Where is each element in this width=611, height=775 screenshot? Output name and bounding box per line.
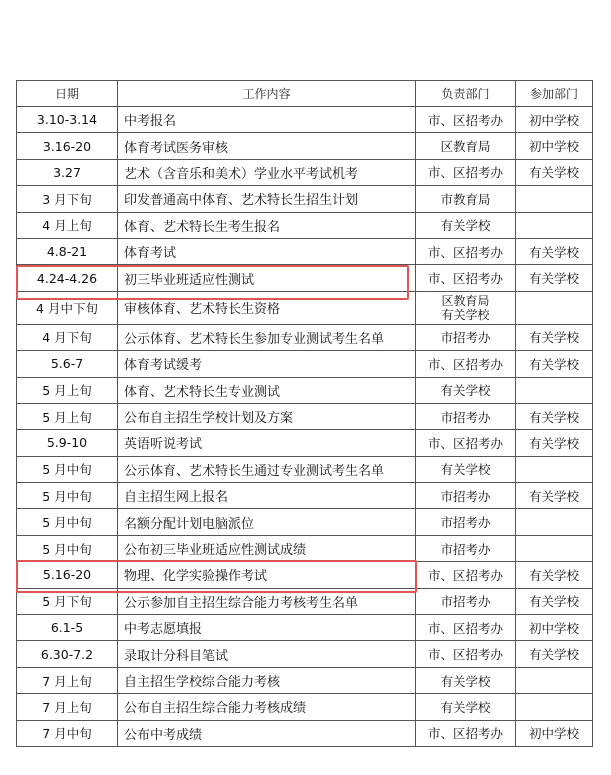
cell-participants: 有关学校	[516, 483, 593, 509]
table-row	[17, 238, 593, 264]
table-row	[17, 324, 593, 350]
cell-participants: 有关学校	[516, 588, 593, 614]
cell-date: 3 月下旬	[17, 186, 118, 212]
cell-content: 英语听说考试	[118, 430, 416, 456]
cell-participants: 初中学校	[516, 720, 593, 746]
cell-participants: 初中学校	[516, 133, 593, 159]
cell-content: 公示参加自主招生综合能力考核考生名单	[118, 588, 416, 614]
cell-participants	[516, 186, 593, 212]
cell-participants	[516, 456, 593, 482]
cell-dept: 市、区招考办	[416, 265, 516, 291]
cell-date: 4 月下旬	[17, 324, 118, 350]
cell-date: 5.16-20	[17, 562, 118, 588]
table-row	[17, 430, 593, 456]
cell-participants: 有关学校	[516, 403, 593, 429]
schedule-table	[16, 80, 593, 747]
cell-date: 6.30-7.2	[17, 641, 118, 667]
cell-dept: 市招考办	[416, 535, 516, 561]
cell-dept: 市招考办	[416, 403, 516, 429]
cell-content: 体育考试	[118, 238, 416, 264]
cell-content: 公布自主招生学校计划及方案	[118, 403, 416, 429]
cell-content: 名额分配计划电脑派位	[118, 509, 416, 535]
cell-date: 5 月中旬	[17, 456, 118, 482]
cell-dept	[416, 291, 516, 324]
table-row	[17, 212, 593, 238]
cell-dept: 市、区招考办	[416, 562, 516, 588]
cell-content: 体育、艺术特长生考生报名	[118, 212, 416, 238]
cell-dept: 有关学校	[416, 212, 516, 238]
cell-date: 3.16-20	[17, 133, 118, 159]
cell-content: 录取计分科目笔试	[118, 641, 416, 667]
cell-content: 自主招生网上报名	[118, 483, 416, 509]
cell-participants: 有关学校	[516, 562, 593, 588]
cell-participants: 初中学校	[516, 615, 593, 641]
cell-date: 5 月中旬	[17, 535, 118, 561]
cell-date: 5.9-10	[17, 430, 118, 456]
cell-date: 4 月上旬	[17, 212, 118, 238]
cell-participants	[516, 212, 593, 238]
table-row	[17, 641, 593, 667]
cell-content: 公示体育、艺术特长生通过专业测试考生名单	[118, 456, 416, 482]
table-row	[17, 159, 593, 185]
cell-participants: 有关学校	[516, 324, 593, 350]
table-row	[17, 291, 593, 324]
cell-date: 7 月上旬	[17, 667, 118, 693]
cell-dept: 市招考办	[416, 324, 516, 350]
table-row	[17, 562, 593, 588]
cell-date: 4 月中下旬	[17, 291, 118, 324]
table-header-row	[17, 81, 593, 107]
cell-dept: 市、区招考办	[416, 641, 516, 667]
table-row	[17, 694, 593, 720]
cell-dept: 市招考办	[416, 588, 516, 614]
cell-dept: 市、区招考办	[416, 238, 516, 264]
table-row	[17, 186, 593, 212]
cell-dept: 市、区招考办	[416, 159, 516, 185]
cell-content: 公示体育、艺术特长生参加专业测试考生名单	[118, 324, 416, 350]
cell-dept: 有关学校	[416, 456, 516, 482]
cell-participants: 有关学校	[516, 430, 593, 456]
table-row	[17, 535, 593, 561]
cell-participants	[516, 535, 593, 561]
cell-dept: 市教育局	[416, 186, 516, 212]
table-row	[17, 107, 593, 133]
cell-content: 物理、化学实验操作考试	[118, 562, 416, 588]
cell-date: 3.10-3.14	[17, 107, 118, 133]
cell-date: 5 月中旬	[17, 509, 118, 535]
table-row	[17, 133, 593, 159]
cell-content: 体育考试缓考	[118, 351, 416, 377]
cell-content: 中考志愿填报	[118, 615, 416, 641]
table-row	[17, 351, 593, 377]
cell-dept: 有关学校	[416, 694, 516, 720]
cell-content: 初三毕业班适应性测试	[118, 265, 416, 291]
cell-date: 7 月中旬	[17, 720, 118, 746]
table-row	[17, 509, 593, 535]
table-row	[17, 403, 593, 429]
table-row	[17, 588, 593, 614]
cell-date: 3.27	[17, 159, 118, 185]
cell-content: 中考报名	[118, 107, 416, 133]
cell-dept: 市、区招考办	[416, 351, 516, 377]
cell-dept: 市、区招考办	[416, 720, 516, 746]
cell-dept-line: 区教育局	[441, 293, 490, 308]
cell-dept: 市、区招考办	[416, 615, 516, 641]
cell-dept: 市招考办	[416, 509, 516, 535]
table-row	[17, 377, 593, 403]
table-row	[17, 456, 593, 482]
cell-participants	[516, 667, 593, 693]
cell-participants	[516, 377, 593, 403]
cell-content: 艺术（含音乐和美术）学业水平考试机考	[118, 159, 416, 185]
cell-date: 5 月中旬	[17, 483, 118, 509]
cell-participants: 有关学校	[516, 641, 593, 667]
cell-date: 5.6-7	[17, 351, 118, 377]
table-row	[17, 615, 593, 641]
cell-dept-line: 有关学校	[441, 307, 490, 322]
cell-dept: 市招考办	[416, 483, 516, 509]
cell-dept: 有关学校	[416, 377, 516, 403]
cell-participants: 有关学校	[516, 265, 593, 291]
table-row	[17, 483, 593, 509]
cell-content: 公布自主招生综合能力考核成绩	[118, 694, 416, 720]
cell-participants: 有关学校	[516, 159, 593, 185]
header-date: 日期	[17, 81, 118, 107]
cell-content: 印发普通高中体育、艺术特长生招生计划	[118, 186, 416, 212]
cell-date: 4.8-21	[17, 238, 118, 264]
cell-content: 体育考试医务审核	[118, 133, 416, 159]
cell-date: 5 月下旬	[17, 588, 118, 614]
cell-content: 公布初三毕业班适应性测试成绩	[118, 535, 416, 561]
cell-date: 4.24-4.26	[17, 265, 118, 291]
cell-content: 体育、艺术特长生专业测试	[118, 377, 416, 403]
cell-participants: 初中学校	[516, 107, 593, 133]
cell-dept: 有关学校	[416, 667, 516, 693]
table-row	[17, 667, 593, 693]
header-content: 工作内容	[118, 81, 416, 107]
cell-content: 审核体育、艺术特长生资格	[118, 291, 416, 324]
cell-dept: 市、区招考办	[416, 430, 516, 456]
cell-date: 7 月上旬	[17, 694, 118, 720]
cell-content: 自主招生学校综合能力考核	[118, 667, 416, 693]
cell-content: 公布中考成绩	[118, 720, 416, 746]
cell-participants	[516, 291, 593, 324]
header-dept: 负责部门	[416, 81, 516, 107]
cell-dept: 市、区招考办	[416, 107, 516, 133]
cell-date: 6.1-5	[17, 615, 118, 641]
cell-participants: 有关学校	[516, 351, 593, 377]
cell-participants	[516, 509, 593, 535]
table-row	[17, 720, 593, 746]
cell-participants: 有关学校	[516, 238, 593, 264]
cell-dept: 区教育局	[416, 133, 516, 159]
table-row	[17, 265, 593, 291]
cell-participants	[516, 694, 593, 720]
header-participants: 参加部门	[516, 81, 593, 107]
cell-date: 5 月上旬	[17, 403, 118, 429]
cell-date: 5 月上旬	[17, 377, 118, 403]
